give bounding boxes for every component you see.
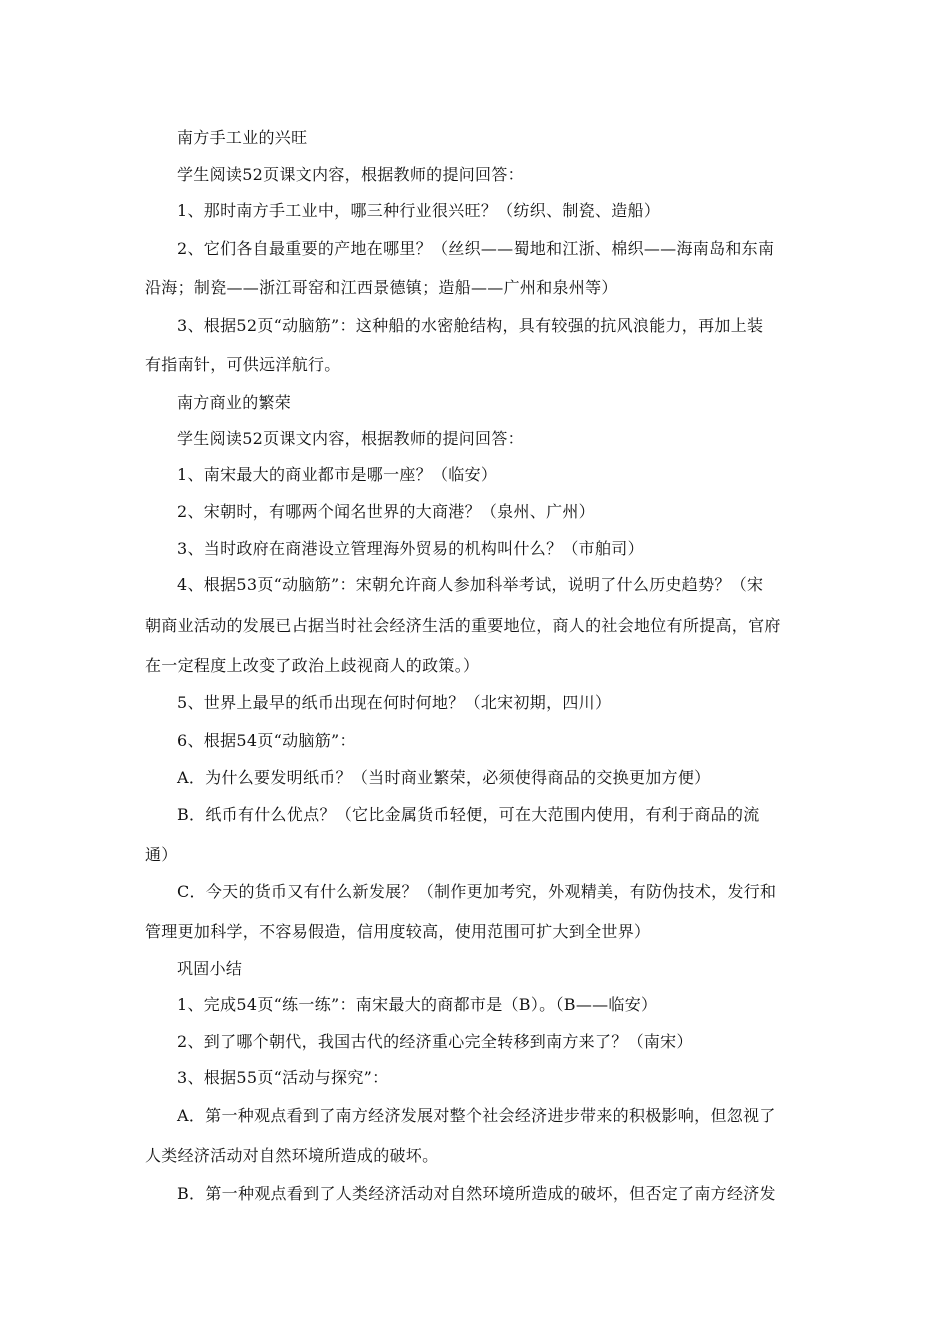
paragraph-line: 3、根据55页“活动与探究”：	[177, 1068, 389, 1087]
paragraph-line: C．今天的货币又有什么新发展？（制作更加考究，外观精美，有防伪技术，发行和	[177, 882, 777, 901]
paragraph-line: 人类经济活动对自然环境所造成的破坏。	[145, 1146, 439, 1165]
paragraph-line: 1、南宋最大的商业都市是哪一座？（临安）	[177, 465, 498, 484]
paragraph-line: A．为什么要发明纸币？（当时商业繁荣，必须使得商品的交换更加方便）	[177, 768, 711, 787]
paragraph-line: B．第一种观点看到了人类经济活动对自然环境所造成的破坏，但否定了南方经济发	[177, 1184, 776, 1203]
paragraph-line: 2、到了哪个朝代，我国古代的经济重心完全转移到南方来了？（南宋）	[177, 1032, 693, 1051]
paragraph-line: 在一定程度上改变了政治上歧视商人的政策。）	[145, 656, 480, 675]
section-heading: 南方商业的繁荣	[177, 393, 292, 412]
paragraph-line: A．第一种观点看到了南方经济发展对整个社会经济进步带来的积极影响，但忽视了	[177, 1106, 776, 1125]
paragraph-line: B．纸币有什么优点？（它比金属货币轻便，可在大范围内使用，有利于商品的流	[177, 805, 760, 824]
paragraph-line: 管理更加科学，不容易假造，信用度较高，使用范围可扩大到全世界）	[145, 922, 651, 941]
paragraph-line: 2、宋朝时，有哪两个闻名世界的大商港？（泉州、广州）	[177, 502, 595, 521]
paragraph-line: 3、根据52页“动脑筋”：这种船的水密舱结构，具有较强的抗风浪能力，再加上装	[177, 316, 764, 335]
paragraph-line: 4、根据53页“动脑筋”：宋朝允许商人参加科举考试，说明了什么历史趋势？（宋	[177, 575, 764, 594]
paragraph-line: 学生阅读52页课文内容，根据教师的提问回答：	[177, 165, 524, 184]
paragraph-line: 学生阅读52页课文内容，根据教师的提问回答：	[177, 429, 524, 448]
paragraph-line: 1、那时南方手工业中，哪三种行业很兴旺？（纺织、制瓷、造船）	[177, 201, 661, 220]
paragraph-line: 5、世界上最早的纸币出现在何时何地？（北宋初期，四川）	[177, 693, 612, 712]
paragraph-line: 1、完成54页“练一练”：南宋最大的商都市是（B）。（B——临安）	[177, 995, 658, 1014]
paragraph-line: 6、根据54页“动脑筋”：	[177, 731, 356, 750]
paragraph-line: 沿海；制瓷——浙江哥窑和江西景德镇；造船——广州和泉州等）	[145, 278, 618, 297]
paragraph-line: 有指南针，可供远洋航行。	[145, 355, 341, 374]
paragraph-line: 2、它们各自最重要的产地在哪里？（丝织——蜀地和江浙、棉织——海南岛和东南	[177, 239, 775, 258]
paragraph-line: 朝商业活动的发展已占据当时社会经济生活的重要地位，商人的社会地位有所提高，官府	[145, 616, 781, 635]
paragraph-line: 通）	[145, 845, 178, 864]
paragraph-line: 3、当时政府在商港设立管理海外贸易的机构叫什么？（市舶司）	[177, 539, 644, 558]
section-heading: 南方手工业的兴旺	[177, 128, 308, 147]
section-heading: 巩固小结	[177, 959, 243, 978]
